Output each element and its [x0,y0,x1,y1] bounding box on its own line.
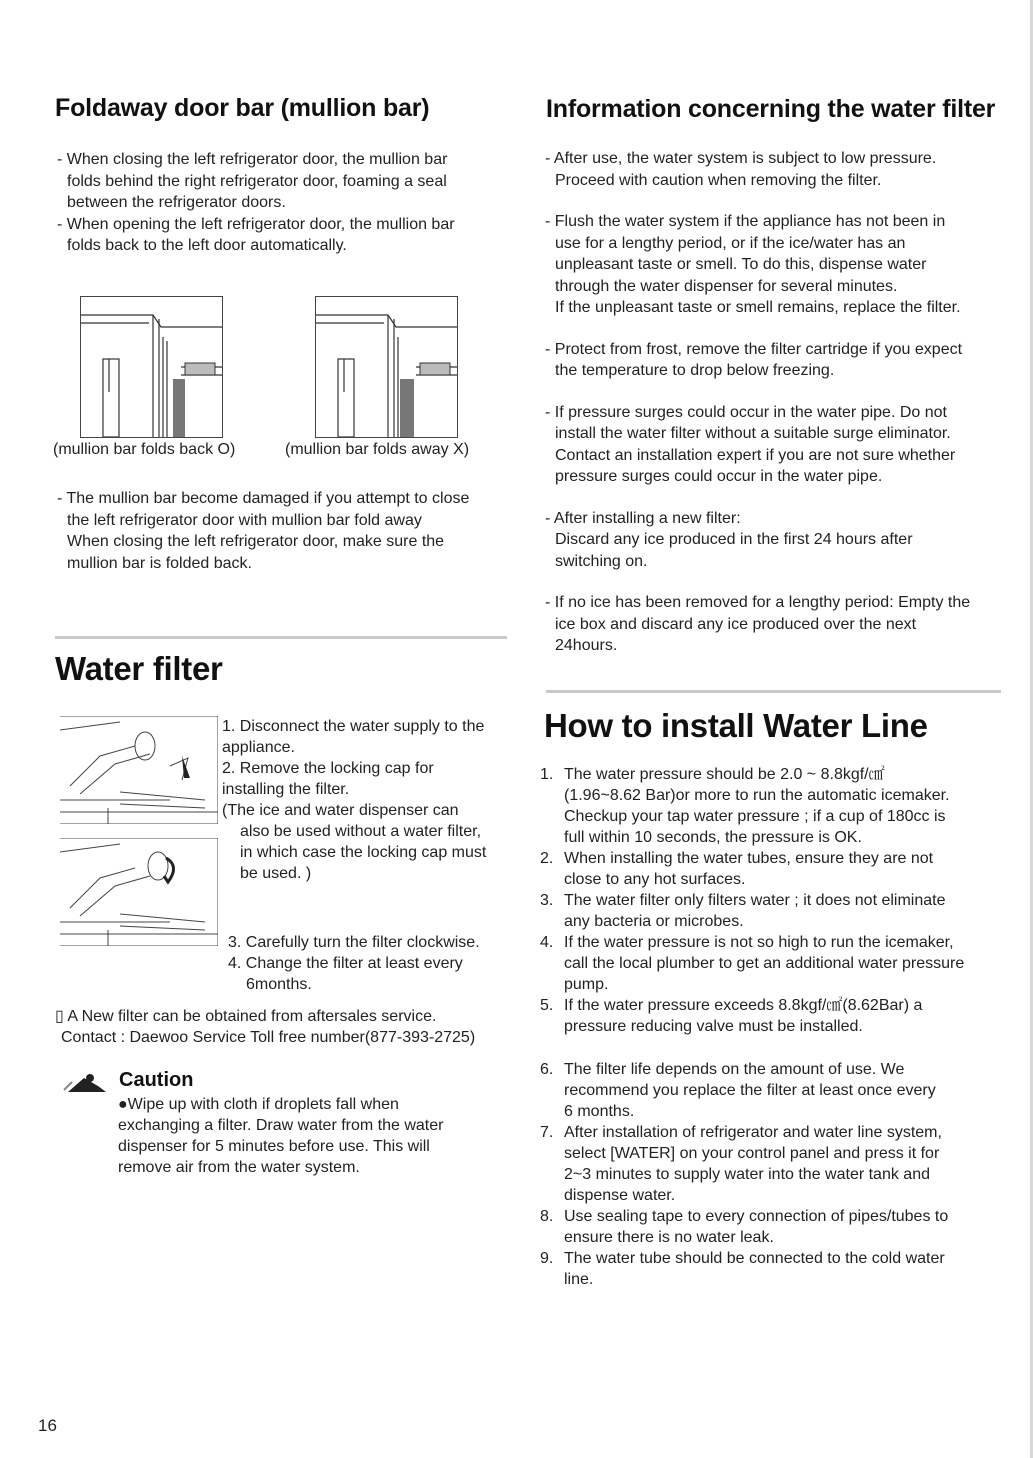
text-line: close to any hot surfaces. [564,871,746,888]
refrigerator-door-icon [81,297,222,437]
list-item [545,402,1005,488]
mullion-title: Foldaway door bar (mullion bar) [55,94,430,122]
caption-folds-away: (mullion bar folds away X) [285,441,470,458]
page-number: 16 [38,1416,57,1435]
text-line: full within 10 seconds, the pressure is OK. [564,829,862,846]
text-line: through the water dispenser for several minutes. [555,277,898,295]
text-line: The water tube should be connected to the cold water [564,1250,945,1267]
step-number: 5. [540,997,554,1014]
text-line: - The mullion bar become damaged if you attempt to close [57,490,470,507]
list-item [540,1248,1010,1290]
text-line: Proceed with caution when removing the filter. [555,171,882,189]
text-line: 1. Disconnect the water supply to the [222,718,485,735]
text-line: 24hours. [555,637,618,654]
text-line: installing the filter. [222,781,350,798]
info-title: Information concerning the water filter [546,95,996,123]
filter-cap-illustration [60,716,218,824]
text-line: - When closing the left refrigerator door, the mullion bar [57,151,448,168]
text-line: dispenser for 5 minutes before use. This will [118,1138,430,1155]
step-number: 7. [540,1124,554,1141]
list-item [545,508,1005,573]
caption-folds-back: (mullion bar folds back O) [53,441,236,458]
text-line: (The ice and water dispenser can [222,802,459,819]
text-line: Use sealing tape to every connection of pipes/tubes to [564,1208,949,1225]
text-line: ice box and discard any ice produced over the next [555,615,917,633]
text-line: If the water pressure is not so high to run the icemaker, [564,934,954,951]
text-line: - After use, the water system is subject to low pressure. [545,150,937,167]
install-title: How to install Water Line [544,707,928,744]
text-line: ●Wipe up with cloth if droplets fall when [118,1096,399,1113]
text-line: pressure surges could occur in the water pipe. [555,468,883,485]
list-item [540,848,1010,890]
info-list [545,148,1005,657]
text-line: between the refrigerator doors. [67,194,286,211]
list-item [540,1059,1010,1122]
text-line: - If no ice has been removed for a lengthy period: Empty the [545,594,971,611]
mullion-folds-back-illustration [80,296,223,438]
step-number: 1. [540,766,554,783]
text-line: 6 months. [564,1103,635,1120]
filter-turn-illustration [60,838,218,946]
text-line: the temperature to drop below freezing. [555,362,835,379]
list-item [540,890,1010,932]
text-line: any bacteria or microbes. [564,913,744,930]
list-item [540,1122,1010,1206]
text-line: remove air from the water system. [118,1159,360,1176]
text-line: install the water filter without a suitable surge eliminator. [555,425,951,442]
step-number: 6. [540,1061,554,1078]
step-number: 9. [540,1250,554,1267]
text-line: select [WATER] on your control panel and press it for [564,1145,940,1162]
text-line: pressure reducing valve must be installed. [564,1018,863,1035]
text-line: switching on. [555,552,648,570]
mullion-paragraph-1 [57,149,507,257]
text-line: When closing the left refrigerator door, make sure the [67,533,445,550]
caution-title: Caution [119,1069,194,1091]
text-line: pump. [564,976,609,993]
text-line: The water filter only filters water ; it does not eliminate [564,892,946,909]
text-line: the left refrigerator door with mullion bar fold away [67,511,422,529]
text-line: 3. Carefully turn the filter clockwise. [228,934,480,951]
text-line: dispense water. [564,1187,676,1204]
text-line: If the unpleasant taste or smell remains, replace the filter. [555,299,961,316]
filter-steps-3-4 [228,932,513,995]
text-line: ▯ A New filter can be obtained from aftersales service. [55,1008,437,1025]
text-line: folds behind the right refrigerator door, foaming a seal [67,172,447,190]
text-line: exchanging a filter. Draw water from the water [118,1117,444,1134]
list-item [540,995,1010,1037]
text-line: appliance. [222,739,295,756]
filter-turn-icon [60,838,218,946]
text-line: The filter life depends on the amount of use. We [564,1061,905,1078]
text-line: 2~3 minutes to supply water into the water tank and [564,1166,930,1183]
text-line: use for a lengthy period, or if the ice/water has an [555,234,906,252]
text-line: Contact : Daewoo Service Toll free number(877-393-2725) [61,1029,476,1046]
text-line: - Flush the water system if the appliance has not been in [545,213,946,230]
text-line: After installation of refrigerator and water line system, [564,1124,942,1141]
refrigerator-door-icon [316,297,457,437]
text-line: also be used without a water filter, [240,823,482,840]
text-line: If the water pressure exceeds 8.8kgf/㎠(8.62Bar) a [564,997,923,1014]
text-line: recommend you replace the filter at least once every [564,1082,936,1099]
list-item [540,1206,1010,1248]
list-item [545,211,1005,319]
step-number: 3. [540,892,554,909]
install-steps [540,764,1010,1290]
text-line: be used. ) [240,865,312,882]
step-number: 4. [540,934,554,951]
filter-notice [55,1006,515,1048]
list-item [545,592,1005,657]
text-line: line. [564,1271,594,1288]
list-item [540,932,1010,995]
caution-text [118,1094,508,1178]
text-line: Contact an installation expert if you are not sure whether [555,446,956,464]
text-line: 6months. [246,976,312,993]
text-line: Discard any ice produced in the first 24 hours after [555,531,913,548]
text-line: - When opening the left refrigerator door, the mullion bar [57,215,455,233]
text-line: unpleasant taste or smell. To do this, dispense water [555,256,927,273]
text-line: (1.96~8.62 Bar)or more to run the automatic icemaker. [564,787,950,804]
caution-icon [62,1072,110,1094]
text-line: folds back to the left door automatically. [67,237,347,254]
filter-cap-icon [60,716,218,824]
text-line: 4. Change the filter at least every [228,955,463,972]
step-number: 8. [540,1208,554,1225]
list-item [540,764,1010,848]
text-line: - Protect from frost, remove the filter cartridge if you expect [545,340,963,358]
text-line: mullion bar is folded back. [67,554,252,572]
section-divider [546,690,1001,693]
list-item [545,148,1005,191]
text-line: The water pressure should be 2.0 ~ 8.8kgf/㎠ [564,766,885,783]
text-line: Checkup your tap water pressure ; if a cup of 180cc is [564,808,946,825]
text-line: 2. Remove the locking cap for [222,760,434,777]
section-divider [55,636,507,639]
text-line: - After installing a new filter: [545,509,741,527]
mullion-folds-away-illustration [315,296,458,438]
text-line: call the local plumber to get an additional water pressure [564,955,965,972]
mullion-paragraph-2 [57,488,507,574]
filter-steps-1-2 [222,716,512,884]
step-number: 2. [540,850,554,867]
text-line: When installing the water tubes, ensure they are not [564,850,934,867]
text-line: - If pressure surges could occur in the water pipe. Do not [545,403,947,421]
text-line: in which case the locking cap must [240,844,487,861]
water-filter-title: Water filter [55,650,223,687]
text-line: ensure there is no water leak. [564,1229,774,1246]
list-item [545,339,1005,382]
